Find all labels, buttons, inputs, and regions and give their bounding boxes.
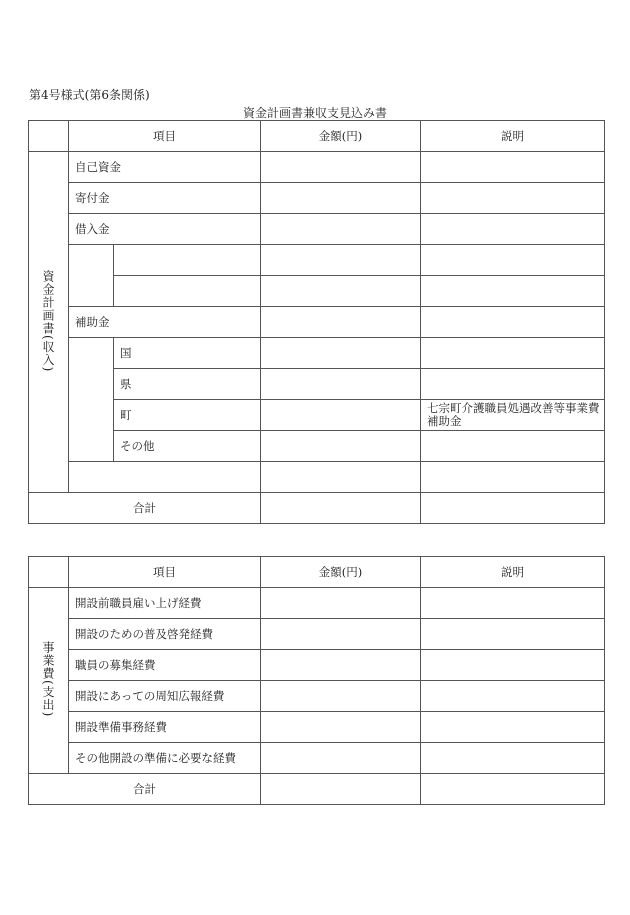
amount-subsidy[interactable] xyxy=(261,307,421,338)
label-loans: 借入金 xyxy=(69,214,261,245)
expense-row xyxy=(29,588,605,619)
row-own-funds xyxy=(29,152,605,183)
desc-loan-1[interactable] xyxy=(421,245,605,276)
expense-desc[interactable] xyxy=(421,712,605,743)
desc-prefecture[interactable] xyxy=(421,369,605,400)
label-loan-2[interactable] xyxy=(114,276,261,307)
desc-own-funds[interactable] xyxy=(421,152,605,183)
expense-amount[interactable] xyxy=(261,588,421,619)
header-corner xyxy=(29,121,69,152)
desc-subsidy[interactable] xyxy=(421,307,605,338)
subsidy-indent xyxy=(69,338,114,462)
expense-header-item: 項目 xyxy=(69,557,261,588)
amount-loans[interactable] xyxy=(261,214,421,245)
expense-row xyxy=(29,681,605,712)
income-total-desc[interactable] xyxy=(421,493,605,524)
amount-loan-1[interactable] xyxy=(261,245,421,276)
label-country: 国 xyxy=(114,338,261,369)
expense-header-corner xyxy=(29,557,69,588)
expense-row xyxy=(29,743,605,774)
expense-row xyxy=(29,712,605,743)
expense-header-amount: 金額(円) xyxy=(261,557,421,588)
row-blank xyxy=(29,462,605,493)
income-table xyxy=(28,120,605,524)
expense-amount[interactable] xyxy=(261,743,421,774)
amount-own-funds[interactable] xyxy=(261,152,421,183)
expense-desc[interactable] xyxy=(421,588,605,619)
label-subsidy: 補助金 xyxy=(69,307,261,338)
amount-donations[interactable] xyxy=(261,183,421,214)
amount-blank[interactable] xyxy=(261,462,421,493)
expense-total-desc[interactable] xyxy=(421,774,605,805)
loan-indent xyxy=(69,245,114,307)
row-loan-1 xyxy=(29,245,605,276)
label-own-funds: 自己資金 xyxy=(69,152,261,183)
header-desc: 説明 xyxy=(421,121,605,152)
expense-amount[interactable] xyxy=(261,650,421,681)
expense-header-row xyxy=(29,557,605,588)
form-number: 第4号様式(第6条関係) xyxy=(29,88,150,102)
expense-item: 開設準備事務経費 xyxy=(69,712,261,743)
row-town xyxy=(29,400,605,431)
expense-row xyxy=(29,650,605,681)
row-other xyxy=(29,431,605,462)
income-total-row xyxy=(29,493,605,524)
income-total-label: 合計 xyxy=(29,493,261,524)
expense-amount[interactable] xyxy=(261,681,421,712)
expense-desc[interactable] xyxy=(421,743,605,774)
document-title: 資金計画書兼収支見込み書 xyxy=(242,106,387,120)
desc-town: 七宗町介護職員処遇改善等事業費補助金 xyxy=(421,400,605,431)
label-loan-1[interactable] xyxy=(114,245,261,276)
desc-country[interactable] xyxy=(421,338,605,369)
expense-desc[interactable] xyxy=(421,681,605,712)
desc-other[interactable] xyxy=(421,431,605,462)
income-header-row xyxy=(29,121,605,152)
amount-loan-2[interactable] xyxy=(261,276,421,307)
label-blank[interactable] xyxy=(69,462,261,493)
label-prefecture: 県 xyxy=(114,369,261,400)
label-town: 町 xyxy=(114,400,261,431)
expense-item: 職員の募集経費 xyxy=(69,650,261,681)
expense-side-label: 事業費(支出) xyxy=(41,640,55,718)
expense-total-amount[interactable] xyxy=(261,774,421,805)
expense-table xyxy=(28,556,605,805)
expense-amount[interactable] xyxy=(261,619,421,650)
label-donations: 寄付金 xyxy=(69,183,261,214)
amount-country[interactable] xyxy=(261,338,421,369)
expense-item: 開設のための普及啓発経費 xyxy=(69,619,261,650)
expense-amount[interactable] xyxy=(261,712,421,743)
row-loans xyxy=(29,214,605,245)
header-amount: 金額(円) xyxy=(261,121,421,152)
row-subsidy xyxy=(29,307,605,338)
header-item: 項目 xyxy=(69,121,261,152)
label-other: その他 xyxy=(114,431,261,462)
income-total-amount[interactable] xyxy=(261,493,421,524)
amount-prefecture[interactable] xyxy=(261,369,421,400)
desc-blank[interactable] xyxy=(421,462,605,493)
expense-row xyxy=(29,619,605,650)
expense-total-row xyxy=(29,774,605,805)
expense-item: 開設にあっての周知広報経費 xyxy=(69,681,261,712)
expense-item: その他開設の準備に必要な経費 xyxy=(69,743,261,774)
income-side-label: 資金計画書(収入) xyxy=(41,269,55,372)
row-country xyxy=(29,338,605,369)
expense-desc[interactable] xyxy=(421,650,605,681)
expense-header-desc: 説明 xyxy=(421,557,605,588)
row-prefecture xyxy=(29,369,605,400)
expense-side-label-cell xyxy=(29,588,69,774)
amount-town[interactable] xyxy=(261,400,421,431)
amount-other[interactable] xyxy=(261,431,421,462)
income-side-label-cell xyxy=(29,152,69,493)
expense-total-label: 合計 xyxy=(29,774,261,805)
desc-loans[interactable] xyxy=(421,214,605,245)
row-loan-2 xyxy=(29,276,605,307)
expense-desc[interactable] xyxy=(421,619,605,650)
expense-item: 開設前職員雇い上げ経費 xyxy=(69,588,261,619)
desc-donations[interactable] xyxy=(421,183,605,214)
desc-loan-2[interactable] xyxy=(421,276,605,307)
row-donations xyxy=(29,183,605,214)
